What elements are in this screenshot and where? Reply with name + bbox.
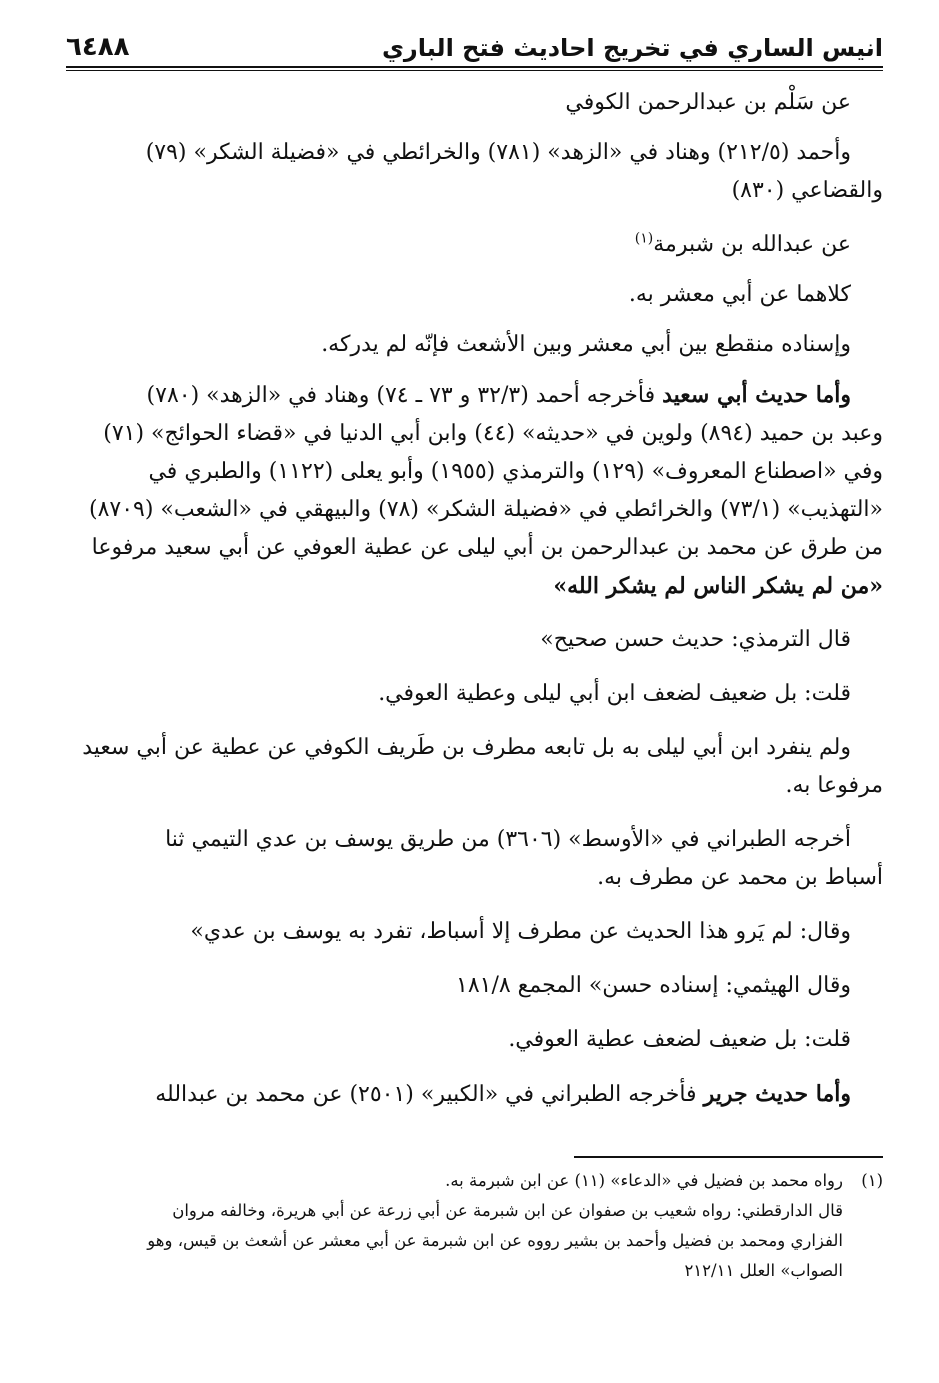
text-line: أخرجه الطبراني في «الأوسط» (٣٦٠٦) من طريق يوسف بن عدي التيمي ثنا: [165, 827, 851, 852]
page-header: [66, 22, 883, 68]
header-divider: [66, 70, 883, 71]
footnotes: [70, 1166, 883, 1286]
text-line: عن عبدالله بن شبرمة: [653, 232, 851, 257]
footnote-divider: [574, 1156, 883, 1158]
paragraph: وقال الهيثمي: إسناده حسن» المجمع ١٨١/٨: [456, 973, 851, 998]
paragraph: [68, 376, 883, 605]
footnote-number: (١): [861, 1171, 883, 1190]
running-title: انيس الساري في تخريج احاديث فتح الباري: [381, 34, 883, 62]
main-text: [68, 84, 883, 1114]
paragraph: قلت: بل ضعيف لضعف ابن أبي ليلى وعطية العوفي.: [378, 681, 851, 706]
text-line: والقضاعي (٨٣٠): [731, 178, 883, 203]
paragraph: [68, 821, 883, 897]
paragraph: وقال: لم يَرو هذا الحديث عن مطرف إلا أسباط، تفرد به يوسف بن عدي»: [190, 919, 851, 944]
paragraph: [68, 729, 883, 805]
text-line: من طرق عن محمد بن عبدالرحمن بن أبي ليلى عن عطية العوفي عن أبي سعيد مرفوعا: [91, 535, 883, 560]
text-line: وأحمد (٢١٢/٥) وهناد في «الزهد» (٧٨١) والخرائطي في «فضيلة الشكر» (٧٩): [145, 140, 851, 165]
text-line: ولم ينفرد ابن أبي ليلى به بل تابعه مطرف بن طَريف الكوفي عن عطية عن أبي سعيد: [82, 735, 851, 760]
hadith-text: «من لم يشكر الناس لم يشكر الله»: [553, 573, 883, 599]
footnote-line: الصواب» العلل ٢١٢/١١: [684, 1261, 843, 1280]
footnote: [70, 1166, 883, 1196]
section-lead: وأما حديث أبي سعيد: [662, 382, 851, 408]
text-line: وعبد بن حميد (٨٩٤) ولوين في «حديثه» (٤٤) وابن أبي الدنيا في «قضاء الحوائج» (٧١): [103, 421, 883, 446]
page-number: ٦٤٨٨: [66, 32, 130, 62]
text-line: «التهذيب» (٧٣/١) والخرائطي في «فضيلة الشكر» (٧٨) والبيهقي في «الشعب» (٨٧٠٩): [88, 497, 883, 522]
text-line: وفي «اصطناع المعروف» (١٢٩) والترمذي (١٩٥٥) وأبو يعلى (١١٢٢) والطبري في: [148, 459, 883, 484]
footnote-reference: (١): [634, 230, 654, 247]
paragraph: [68, 134, 883, 210]
paragraph: [68, 226, 883, 264]
paragraph: قلت: بل ضعيف لضعف عطية العوفي.: [508, 1027, 851, 1052]
section-lead: وأما حديث جرير: [703, 1081, 851, 1107]
footnote-line: الفزاري ومحمد بن فضيل وأحمد بن بشير رووه عن ابن شبرمة عن أبي معشر عن أشعث بن قيس، وهو: [147, 1231, 843, 1250]
footnote-line: قال الدارقطني: رواه شعيب بن صفوان عن ابن شبرمة عن أبي زرعة عن أبي هريرة، وخالفه مروان: [172, 1201, 843, 1220]
paragraph: كلاهما عن أبي معشر به.: [628, 282, 851, 307]
paragraph: وأما حديث جرير فأخرجه الطبراني في «الكبير» (٢٥٠١) عن محمد بن عبدالله: [155, 1081, 851, 1107]
footnote-line: رواه محمد بن فضيل في «الدعاء» (١١) عن ابن شبرمة به.: [445, 1171, 843, 1190]
text-line: أسباط بن محمد عن مطرف به.: [597, 865, 883, 890]
paragraph: وإسناده منقطع بين أبي معشر وبين الأشعث فإنّه لم يدركه.: [321, 332, 851, 357]
text-line: وأما حديث أبي سعيد فأخرجه أحمد (٣٢/٣ و ٧٣ ـ ٧٤) وهناد في «الزهد» (٧٨٠): [146, 382, 851, 408]
paragraph: قال الترمذي: حديث حسن صحيح»: [540, 627, 851, 652]
text-line: مرفوعا به.: [785, 773, 883, 798]
paragraph: عن سَلْم بن عبدالرحمن الكوفي: [565, 90, 851, 115]
